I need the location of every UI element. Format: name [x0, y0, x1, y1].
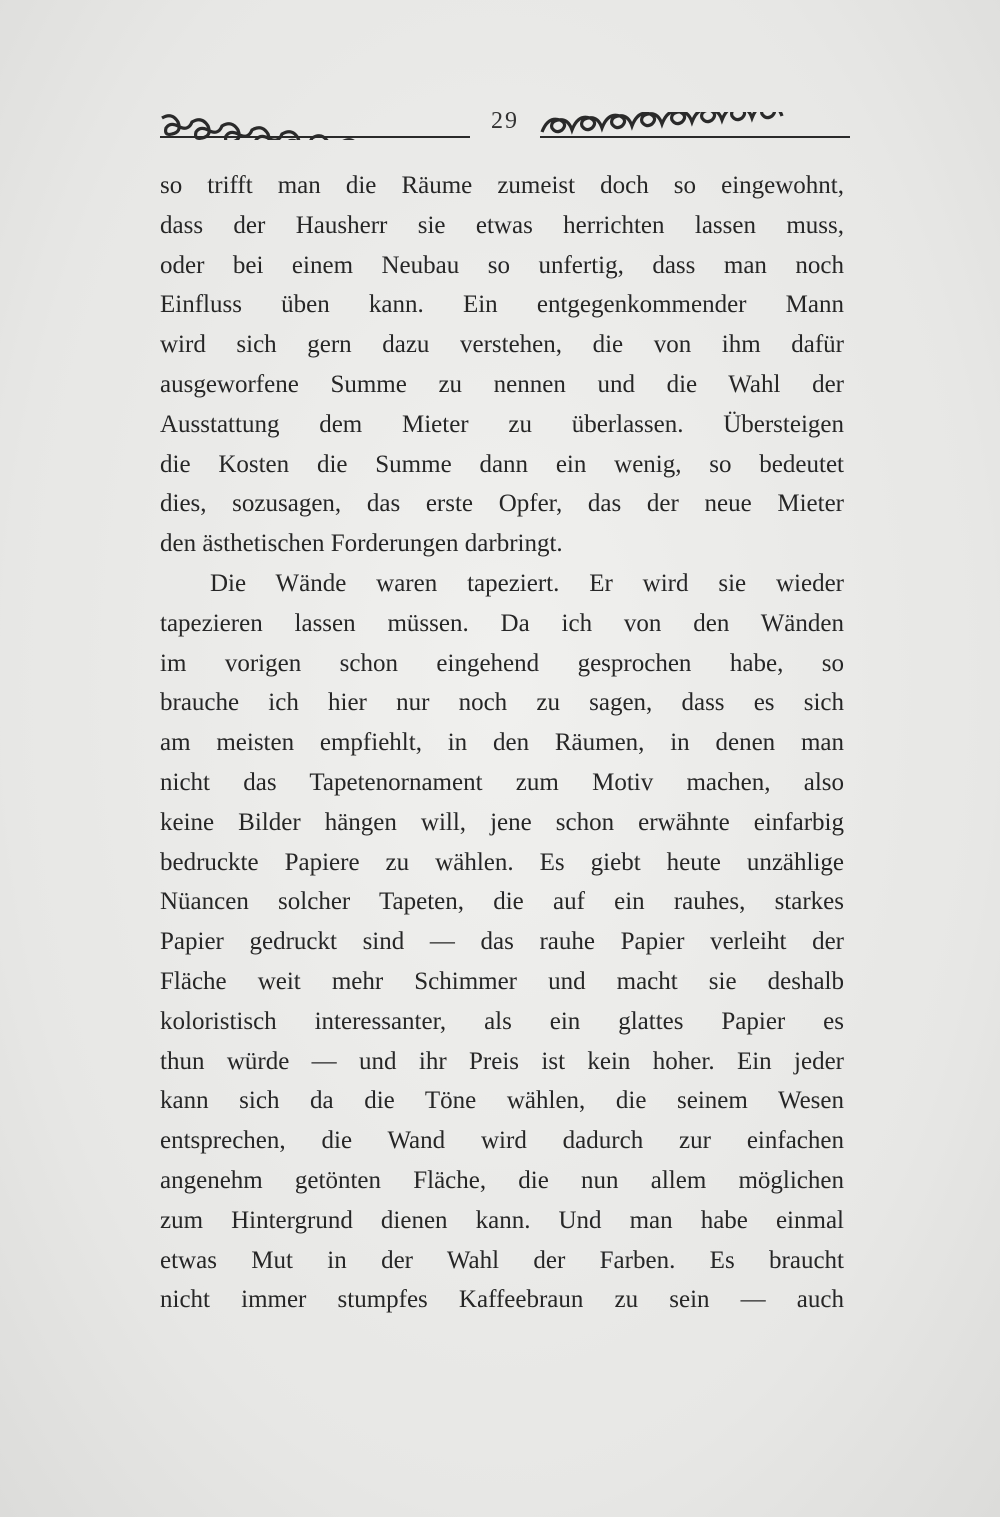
- text-line: ausgeworfene Summe zu nennen und die Wahl der: [160, 370, 844, 398]
- text-line: Einfluss üben kann. Ein entgegenkommender Mann: [160, 291, 844, 319]
- wave-ornament-left-icon: [160, 112, 470, 140]
- text-line: Ausstattung dem Mieter zu überlassen. Übersteigen: [160, 410, 844, 438]
- text-line: thun würde — und ihr Preis ist kein hoher. Ein jeder: [160, 1047, 844, 1075]
- text-line: Nüancen solcher Tapeten, die auf ein rauhes, starkes: [160, 888, 844, 916]
- body-text: [160, 166, 844, 1320]
- text-line: bedruckte Papiere zu wählen. Es giebt heute unzählige: [160, 848, 844, 876]
- text-line: tapezieren lassen müssen. Da ich von den Wänden: [160, 609, 844, 637]
- text-line: keine Bilder hängen will, jene schon erwähnte einfarbig: [160, 808, 844, 836]
- text-line: Papier gedruckt sind — das rauhe Papier verleiht der: [160, 928, 844, 956]
- text-line: oder bei einem Neubau so unfertig, dass man noch: [160, 251, 844, 279]
- text-line: etwas Mut in der Wahl der Farben. Es braucht: [160, 1246, 844, 1274]
- page-number: 29: [491, 108, 519, 134]
- text-line: zum Hintergrund dienen kann. Und man habe einmal: [160, 1206, 844, 1234]
- text-line: wird sich gern dazu verstehen, die von ihm dafür: [160, 331, 844, 359]
- text-line: dass der Hausherr sie etwas herrichten lassen muss,: [160, 211, 844, 239]
- text-line: am meisten empfiehlt, in den Räumen, in denen man: [160, 729, 844, 757]
- text-line: brauche ich hier nur noch zu sagen, dass es sich: [160, 689, 844, 717]
- page-header: [160, 106, 850, 146]
- text-line: angenehm getönten Fläche, die nun allem möglichen: [160, 1166, 844, 1194]
- text-line: Die Wände waren tapeziert. Er wird sie wieder: [210, 569, 844, 597]
- text-line: koloristisch interessanter, als ein glattes Papier es: [160, 1007, 844, 1035]
- text-line: den ästhetischen Forderungen darbringt.: [160, 530, 563, 558]
- text-line: Fläche weit mehr Schimmer und macht sie deshalb: [160, 967, 844, 995]
- text-line: nicht immer stumpfes Kaffeebraun zu sein — auch: [160, 1286, 844, 1314]
- text-line: entsprechen, die Wand wird dadurch zur einfachen: [160, 1127, 844, 1155]
- text-line: im vorigen schon eingehend gesprochen habe, so: [160, 649, 844, 677]
- wave-ornament-right-icon: [540, 112, 850, 140]
- text-line: nicht das Tapetenornament zum Motiv machen, also: [160, 768, 844, 796]
- text-line: dies, sozusagen, das erste Opfer, das der neue Mieter: [160, 490, 844, 518]
- text-line: die Kosten die Summe dann ein wenig, so bedeutet: [160, 450, 844, 478]
- text-line: kann sich da die Töne wählen, die seinem Wesen: [160, 1087, 844, 1115]
- text-line: so trifft man die Räume zumeist doch so eingewohnt,: [160, 172, 844, 199]
